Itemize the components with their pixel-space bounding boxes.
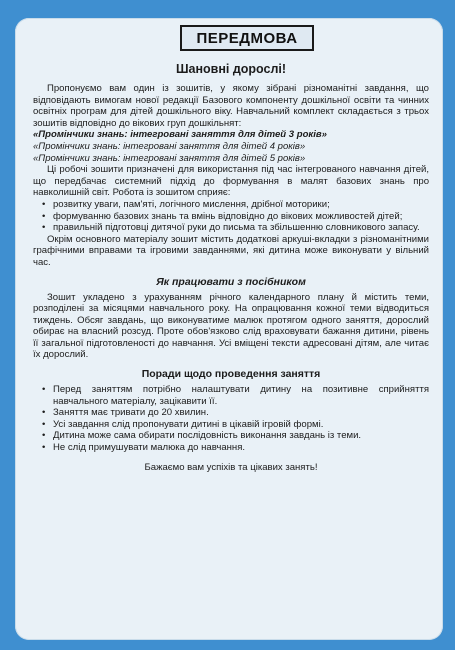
- list-item: • Не слід примушувати малюка до навчання.: [33, 442, 429, 454]
- series-item: «Промінчики знань: інтегровані заняття для дітей 5 років»: [33, 152, 306, 164]
- section-heading-tips: Поради щодо проведення заняття: [141, 368, 321, 381]
- page-title: ПЕРЕДМОВА: [180, 25, 314, 51]
- how-paragraph: Зошит укладено з урахуванням річного календарного плану й містить теми, розподілені за місяцями навчального року. На опрацювання кожної теми відводиться тиждень. Обсяг завдань, що виконуватиме малюк протягом одного заняття, дорослий обирає на власний розсуд. Проте обов'язково слід враховувати бажання дитини, рівень її загальної підготовленості до навчання. Усі вміщені тексти адресовані дітям, але читає їх дорослий.: [33, 291, 429, 361]
- benefits-list: [33, 199, 429, 234]
- list-item: • Заняття має тривати до 20 хвилин.: [33, 407, 429, 419]
- series-item: «Промінчики знань: інтегровані заняття для дітей 3 років»: [33, 129, 327, 141]
- list-item: • Усі завдання слід пропонувати дитині в цікавій ігровій формі.: [33, 419, 429, 431]
- workbook-series-list: [33, 129, 429, 164]
- list-item: • розвитку уваги, пам'яті, логічного мислення, дрібної моторики;: [33, 199, 429, 211]
- list-item: • Перед заняттям потрібно налаштувати дитину на позитивне сприйняття навчального матеріалу, зацікавити її.: [33, 384, 429, 407]
- list-item: • правильній підготовці дитячої руки до письма та збільшенню словникового запасу.: [33, 222, 429, 234]
- list-item: • формуванню базових знань та вмінь відповідно до вікових можливостей дітей;: [33, 211, 429, 223]
- preface-content: [33, 62, 429, 473]
- tips-list: [33, 384, 429, 454]
- intro-paragraph: Пропонуємо вам один із зошитів, у якому зібрані різноманітні завдання, що відповідають вимогам нової редакції Базового компоненту дошкільної освіти та чинних освітніх програм для дітей дошкільного віку. Навчальний комплект складається з трьох зошитів відповідно до вікових груп дошкільнят:: [33, 83, 429, 129]
- preface-page: [15, 18, 443, 640]
- extra-paragraph: Окрім основного матеріалу зошит містить додаткові аркуші-вкладки з різноманітними графічними вправами та ігровими завданнями, які дитина може виконувати у вільний час.: [33, 233, 429, 268]
- purpose-paragraph: Ці робочі зошити призначені для використання під час інтегрованого навчання дітей, що передбачає системний підхід до формування в малят базових знань про навколишній світ. Робота із зошитом сприяє:: [33, 164, 429, 199]
- series-item: «Промінчики знань: інтегровані заняття для дітей 4 років»: [33, 140, 306, 152]
- closing-line: Бажаємо вам успіхів та цікавих занять!: [144, 461, 318, 473]
- list-item: • Дитина може сама обирати послідовність виконання завдань із теми.: [33, 430, 429, 442]
- section-heading-how: Як працювати з посібником: [156, 275, 306, 288]
- greeting-heading: Шановні дорослі!: [175, 62, 287, 76]
